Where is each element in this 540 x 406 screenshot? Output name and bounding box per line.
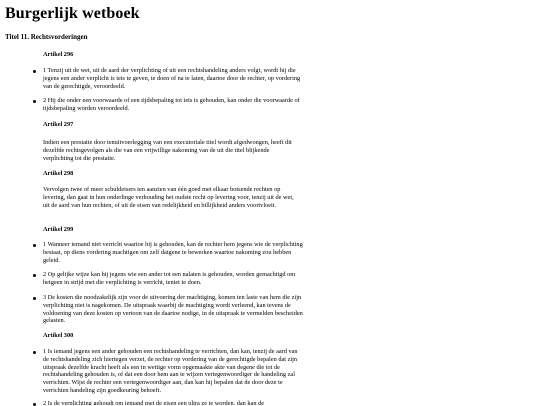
article-heading-296: Artikel 296: [43, 51, 74, 58]
bullet-icon: [33, 274, 36, 277]
article-heading-300: Artikel 300: [43, 332, 74, 339]
list-item: 2 Hij die onder een voorwaarde of een tijdsbepaling tot iets is gehouden, kan onder die voorwaarde of tijdsbepaling worden veroordeeld.: [43, 97, 300, 112]
list-item: 1 Tenzij uit de wet, uit de aard der verplichting of uit een rechtshandeling anders volgt, wordt hij die jegens een ander verplicht is iets te geven, te doen of na te laten, daartoe door de rechter, op vordering van de gerechtigde, veroordeeld.: [43, 67, 301, 90]
article-text-298: Vervolgen twee of meer schuldeisers ten aanzien van één goed met elkaar botsende rechten op levering, dan gaat in hun onderlinge verhouding het oudste recht op levering voor, tenzij uit de wet, uit de aard van hun rechten, of uit de eisen van redelijkheid en billijkheid anders voortvloeit.: [43, 186, 294, 209]
bullet-icon: [33, 351, 36, 354]
bullet-icon: [33, 70, 36, 73]
list-item: 2 Is de verplichting gehoudt om iemand met de eisen een ultra ze te worden, dan kan de: [43, 400, 265, 405]
section-title: Titel 11. Rechtsvorderingen: [5, 33, 88, 41]
article-heading-298: Artikel 298: [43, 170, 74, 177]
list-item: 1 Wanneer iemand niet verricht waartoe hij is gehouden, kan de rechter hem jegens wie de verplichting bestaat, op diens vordering machtigen om zelf datgene te bewerken waartoe nakoming zou hebben geleid.: [43, 241, 303, 264]
bullet-icon: [33, 297, 36, 300]
bullet-icon: [33, 244, 36, 247]
page-title: Burgerlijk wetboek: [5, 5, 140, 22]
list-item: 2 Op gelijke wijze kan hij jegens wie een ander tot een nalaten is gehouden, worden gemachtigd om hetgeen in strijd met die verplichting is verricht, teniet te doen.: [43, 271, 296, 286]
list-item: 3 De kosten die noodzakelijk zijn voor de uitvoering der machtiging, komen ten laste van hem die zijn verplichting niet is nagekomen. De uitspraak waarbij de machtiging wordt verleend, kan tevens de voldoening van deze kosten op vertoon van de daartoe nodige, in de uitspraak te vermelden bescheiden gelasten.: [43, 294, 303, 325]
bullet-icon: [33, 100, 36, 103]
article-heading-299: Artikel 299: [43, 226, 74, 233]
article-text-297: Indien een prestatie door tenuitvoerlegging van een executoriale titel wordt afgedwongen, heeft dit dezelfde rechtsgevolgen als die van een vrijwillige nakoming van de uit die titel blijkende verplichting tot die prestatie.: [43, 139, 292, 162]
list-item: 1 Is iemand jegens een ander gehouden een rechtshandeling te verrichten, dan kan, tenzij de aard van de rechtshandeling zich hiertegen verzet, de rechter op vordering van de gerechtigde bepalen dat zijn uitspraak dezelfde kracht heeft als een in wettige vorm opgemaakte akte van degene die tot de rechtshandeling gehouden is, of dat een door hem aan te wijzen vertegenwoordiger de handeling zal verrichten. Wijst de rechter een vertegenwoordiger aan, dan kan hij bepalen dat de door deze te verrichten handeling zijn goedkeuring behoeft.: [43, 348, 298, 394]
article-heading-297: Artikel 297: [43, 121, 74, 128]
